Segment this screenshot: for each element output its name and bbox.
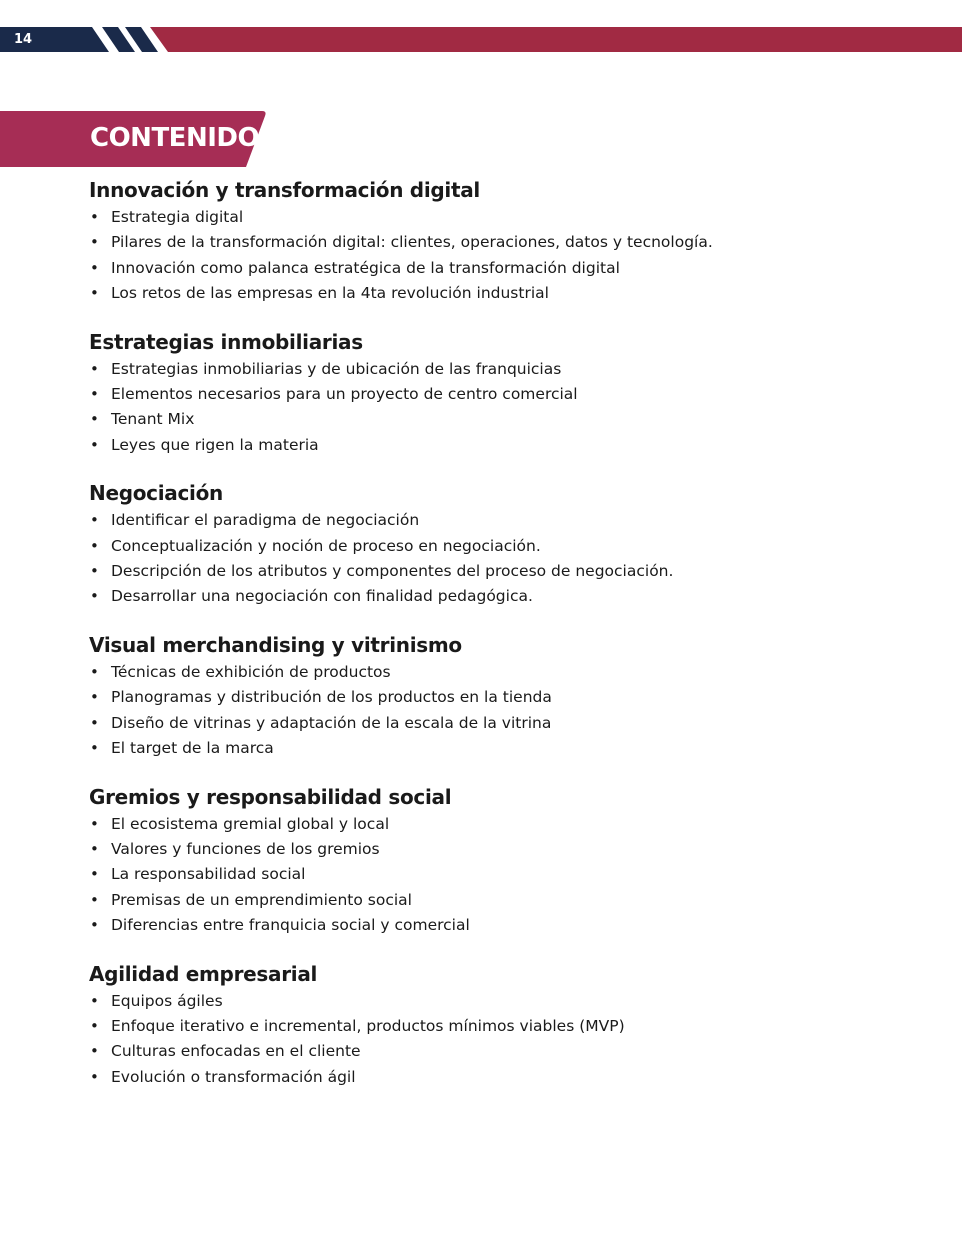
- list-item: [89, 837, 909, 862]
- list-item-text: Valores y funciones de los gremios: [111, 839, 380, 858]
- list-item-text: Premisas de un emprendimiento social: [111, 890, 412, 909]
- list-item-text: Tenant Mix: [111, 410, 195, 429]
- content-list: [89, 177, 909, 1112]
- bullet-icon: •: [90, 713, 99, 732]
- topic-negociacion: [89, 480, 909, 610]
- bullet-icon: •: [90, 814, 99, 833]
- topic-items: [89, 989, 909, 1091]
- bullet-icon: •: [90, 865, 99, 884]
- topic-gremios: [89, 784, 909, 939]
- bullet-icon: •: [90, 890, 99, 909]
- list-item-text: Evolución o transformación ágil: [111, 1067, 356, 1086]
- topic-items: [89, 357, 909, 459]
- list-item: [89, 862, 909, 887]
- list-item-text: Diferencias entre franquicia social y comercial: [111, 916, 470, 935]
- list-item-text: Equipos ágiles: [111, 991, 223, 1010]
- bullet-icon: •: [90, 258, 99, 277]
- bullet-icon: •: [90, 511, 99, 530]
- list-item-text: Elementos necesarios para un proyecto de centro comercial: [111, 385, 578, 404]
- bullet-icon: •: [90, 359, 99, 378]
- list-item: [89, 736, 909, 761]
- bullet-icon: •: [90, 284, 99, 303]
- topic-heading: Agilidad empresarial: [89, 961, 318, 986]
- bullet-icon: •: [90, 233, 99, 252]
- list-item-text: Pilares de la transformación digital: clientes, operaciones, datos y tecnología.: [111, 233, 713, 252]
- bullet-icon: •: [90, 662, 99, 681]
- list-item-text: Estrategia digital: [111, 208, 244, 226]
- bullet-icon: •: [90, 991, 99, 1010]
- list-item: [89, 559, 909, 584]
- list-item-text: Técnicas de exhibición de productos: [111, 662, 391, 681]
- topic-heading: Visual merchandising y vitrinismo: [89, 632, 462, 657]
- list-item-text: Identificar el paradigma de negociación: [111, 511, 420, 530]
- list-item: [89, 433, 909, 458]
- topic-agilidad: [89, 961, 909, 1091]
- topic-heading: Gremios y responsabilidad social: [89, 784, 452, 809]
- topic-inmobiliarias: [89, 329, 909, 459]
- section-title: CONTENIDO: [90, 123, 260, 153]
- list-item-text: Descripción de los atributos y componentes del proceso de negociación.: [111, 562, 674, 581]
- page-number: 14: [14, 32, 33, 47]
- list-item: [89, 989, 909, 1014]
- bullet-icon: •: [90, 435, 99, 454]
- bullet-icon: •: [90, 1042, 99, 1061]
- list-item: [89, 888, 909, 913]
- list-item: [89, 534, 909, 559]
- bullet-icon: •: [90, 562, 99, 581]
- bullet-icon: •: [90, 208, 99, 226]
- list-item-text: Conceptualización y noción de proceso en negociación.: [111, 536, 541, 555]
- list-item: [89, 685, 909, 710]
- list-item: [89, 256, 909, 281]
- header-bar-graphic: [0, 27, 962, 52]
- topic-heading: Negociación: [89, 481, 223, 506]
- list-item-text: Planogramas y distribución de los productos en la tienda: [111, 688, 552, 707]
- list-item: [89, 281, 909, 306]
- bullet-icon: •: [90, 1016, 99, 1035]
- list-item-text: Los retos de las empresas en la 4ta revolución industrial: [111, 284, 549, 303]
- list-item-text: Innovación como palanca estratégica de la transformación digital: [111, 258, 620, 277]
- bullet-icon: •: [90, 839, 99, 858]
- bullet-icon: •: [90, 688, 99, 707]
- topic-heading: Innovación y transformación digital: [89, 178, 480, 202]
- list-item: [89, 711, 909, 736]
- bullet-icon: •: [90, 916, 99, 935]
- list-item: [89, 230, 909, 255]
- header-bar: [0, 27, 962, 52]
- list-item: [89, 1014, 909, 1039]
- list-item: [89, 913, 909, 938]
- bullet-icon: •: [90, 385, 99, 404]
- list-item-text: Estrategias inmobiliarias y de ubicación de las franquicias: [111, 359, 562, 378]
- bullet-icon: •: [90, 739, 99, 758]
- topic-visual-merchandising: [89, 632, 909, 762]
- list-item-text: La responsabilidad social: [111, 865, 306, 884]
- list-item: [89, 205, 909, 230]
- topic-items: [89, 660, 909, 762]
- topic-items: [89, 508, 909, 610]
- list-item-text: Leyes que rigen la materia: [111, 435, 319, 454]
- bullet-icon: •: [90, 587, 99, 606]
- list-item-text: Diseño de vitrinas y adaptación de la escala de la vitrina: [111, 713, 552, 732]
- topic-items: [89, 812, 909, 939]
- list-item-text: El target de la marca: [111, 739, 274, 758]
- list-item-text: Desarrollar una negociación con finalidad pedagógica.: [111, 587, 533, 606]
- bullet-icon: •: [90, 410, 99, 429]
- list-item: [89, 382, 909, 407]
- list-item-text: Enfoque iterativo e incremental, productos mínimos viables (MVP): [111, 1016, 625, 1035]
- list-item: [89, 584, 909, 609]
- list-item-text: El ecosistema gremial global y local: [111, 814, 390, 833]
- topic-items: [89, 205, 909, 307]
- bullet-icon: •: [90, 1067, 99, 1086]
- list-item: [89, 660, 909, 685]
- list-item: [89, 1039, 909, 1064]
- topic-heading: Estrategias inmobiliarias: [89, 329, 363, 354]
- list-item-text: Culturas enfocadas en el cliente: [111, 1042, 361, 1061]
- list-item: [89, 812, 909, 837]
- topic-innovacion: [89, 177, 909, 307]
- bullet-icon: •: [90, 536, 99, 555]
- list-item: [89, 407, 909, 432]
- list-item: [89, 1065, 909, 1090]
- list-item: [89, 508, 909, 533]
- list-item: [89, 357, 909, 382]
